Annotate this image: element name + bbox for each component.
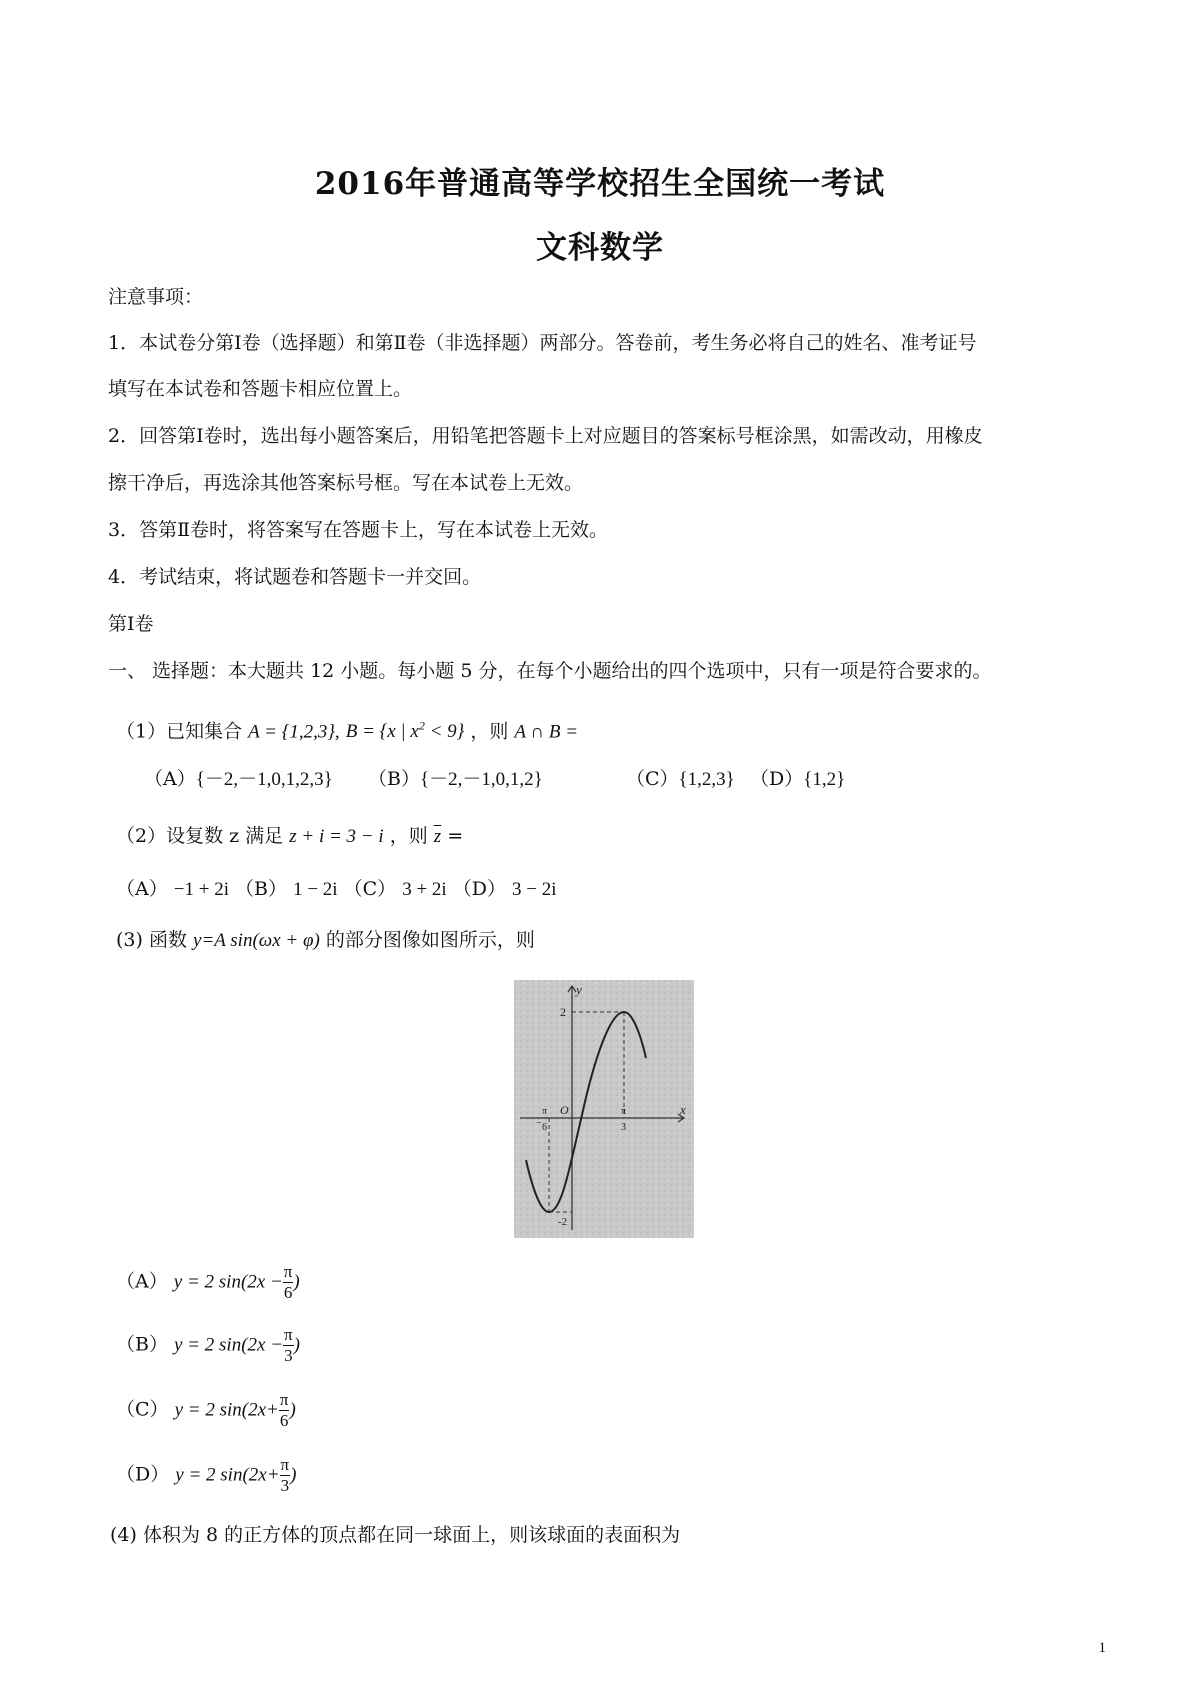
set-b-pre: B = {x | x	[345, 721, 419, 743]
notice-heading: 注意事项：	[108, 286, 204, 308]
question-3-option-d	[116, 1455, 296, 1496]
option-lhs: y = 2 sin(2x −	[174, 1334, 284, 1356]
set-a: A = {1,2,3},	[248, 721, 340, 743]
question-1-ask: A ∩ B =	[514, 721, 579, 743]
option-label: （D）	[452, 878, 506, 900]
origin-label: O	[560, 1103, 569, 1117]
notice-item-1-line-2: 填写在本试卷和答题卡相应位置上。	[108, 378, 413, 400]
notice-item-2-line-1: 2．回答第Ⅰ卷时，选出每小题答案后，用铅笔把答题卡上对应题目的答案标号框涂黑，如需改动，用橡皮	[108, 425, 983, 447]
x-right-num: π	[621, 1106, 627, 1117]
option-label: （A）	[144, 768, 196, 790]
question-3-option-a	[116, 1262, 300, 1303]
question-2-stem	[116, 823, 463, 850]
question-3-option-c	[116, 1390, 296, 1431]
part-heading: 一、 选择题：本大题共 12 小题。每小题 5 分，在每个小题给出的四个选项中，只有一项是符合要求的。	[108, 660, 992, 682]
x-left-num: π	[542, 1106, 548, 1117]
option-close: )	[289, 1399, 296, 1421]
option-label: （C）	[116, 1398, 169, 1421]
volume-heading: 第Ⅰ卷	[108, 613, 154, 635]
question-3-stem	[116, 927, 535, 954]
question-2-prefix: （2）设复数 z 满足	[116, 825, 284, 847]
option-label: （C）	[343, 878, 397, 900]
option-value: {－2,－1,0,1,2,3}	[195, 769, 333, 790]
option-label: （C）	[626, 768, 679, 790]
option-value: {－2,－1,0,1,2}	[419, 769, 543, 790]
fraction-denominator: 3	[284, 1346, 293, 1365]
question-4-stem: (4) 体积为 8 的正方体的顶点都在同一球面上，则该球面的表面积为	[110, 1524, 681, 1546]
y-axis-label: y	[576, 982, 582, 997]
fraction-numerator: π	[284, 1325, 293, 1344]
notice-item-2-line-2: 擦干净后，再选涂其他答案标号框。写在本试卷上无效。	[108, 472, 584, 494]
x-left-den: 6	[542, 1122, 547, 1133]
option-label: （D）	[116, 1463, 170, 1486]
option-value: 3 − 2i	[512, 879, 557, 900]
sine-graph	[514, 980, 694, 1238]
set-b-post: < 9}	[424, 721, 465, 743]
question-1-option-c	[626, 766, 735, 793]
question-2-mid: ，则	[389, 825, 428, 847]
set-b	[346, 721, 465, 742]
notice-item-1-line-1: 1．本试卷分第Ⅰ卷（选择题）和第Ⅱ卷（非选择题）两部分。答卷前，考生务必将自己的姓名、准考证号	[108, 332, 977, 354]
option-label: （B）	[116, 1333, 168, 1356]
x-right-den: 3	[621, 1122, 626, 1133]
sine-graph-svg	[514, 980, 694, 1238]
option-fraction	[283, 1262, 294, 1303]
question-3-function: y=A sin(ωx + φ)	[193, 930, 320, 951]
x-axis-label: x	[680, 1102, 686, 1117]
question-2-options	[116, 876, 557, 903]
page-number: 1	[1098, 1640, 1106, 1656]
graph-background	[514, 980, 694, 1238]
fraction-denominator: 6	[283, 1283, 293, 1302]
fraction-numerator: π	[279, 1390, 289, 1409]
question-1-option-a	[144, 766, 333, 793]
exam-subtitle: 文科数学	[536, 230, 664, 266]
conjugate-z: $\overline{z}$	[433, 826, 442, 847]
option-lhs: y = 2 sin(2x+	[175, 1464, 280, 1486]
y-max-label: 2	[560, 1005, 566, 1019]
option-close: )	[293, 1334, 300, 1356]
option-value: 3 + 2i	[402, 879, 447, 900]
option-close: )	[290, 1464, 297, 1486]
y-min-label: -2	[558, 1216, 568, 1228]
option-value: −1 + 2i	[173, 879, 229, 900]
fraction-denominator: 3	[280, 1476, 290, 1495]
option-label: （B）	[235, 878, 288, 900]
question-1-option-b	[368, 766, 543, 793]
option-value: {1,2,3}	[678, 769, 735, 790]
fraction-denominator: 6	[279, 1411, 289, 1430]
x-left-sign: −	[536, 1118, 542, 1129]
option-fraction	[280, 1455, 291, 1496]
question-1-prefix: （1）已知集合	[116, 720, 243, 743]
option-label: （A）	[116, 1270, 168, 1293]
option-fraction	[283, 1325, 294, 1366]
fraction-numerator: π	[283, 1262, 293, 1281]
set-b-exponent: 2	[418, 719, 425, 733]
question-1-option-d	[750, 766, 845, 793]
question-3-suffix: 的部分图像如图所示，则	[325, 929, 535, 951]
question-1-mid: ，则	[470, 720, 509, 743]
option-value: 1 − 2i	[293, 879, 338, 900]
question-1-stem	[116, 713, 578, 745]
question-2-equation: z + i = 3 − i	[289, 826, 384, 847]
option-label: （D）	[750, 768, 804, 790]
exam-title: 2016年普通高等学校招生全国统一考试	[314, 166, 886, 202]
question-2-ask-eq: =	[441, 825, 464, 847]
option-lhs: y = 2 sin(2x+	[174, 1399, 279, 1421]
notice-item-4: 4．考试结束，将试题卷和答题卡一并交回。	[108, 566, 482, 588]
option-label: （A）	[116, 878, 168, 900]
fraction-numerator: π	[280, 1455, 290, 1474]
notice-item-3: 3．答第Ⅱ卷时，将答案写在答题卡上，写在本试卷上无效。	[108, 519, 609, 541]
option-close: )	[293, 1271, 300, 1293]
option-label: （B）	[368, 768, 420, 790]
option-value: {1,2}	[803, 769, 846, 790]
option-fraction	[279, 1390, 290, 1431]
option-lhs: y = 2 sin(2x −	[173, 1271, 283, 1293]
question-3-option-b	[116, 1325, 300, 1366]
question-3-prefix: (3) 函数	[116, 929, 187, 951]
